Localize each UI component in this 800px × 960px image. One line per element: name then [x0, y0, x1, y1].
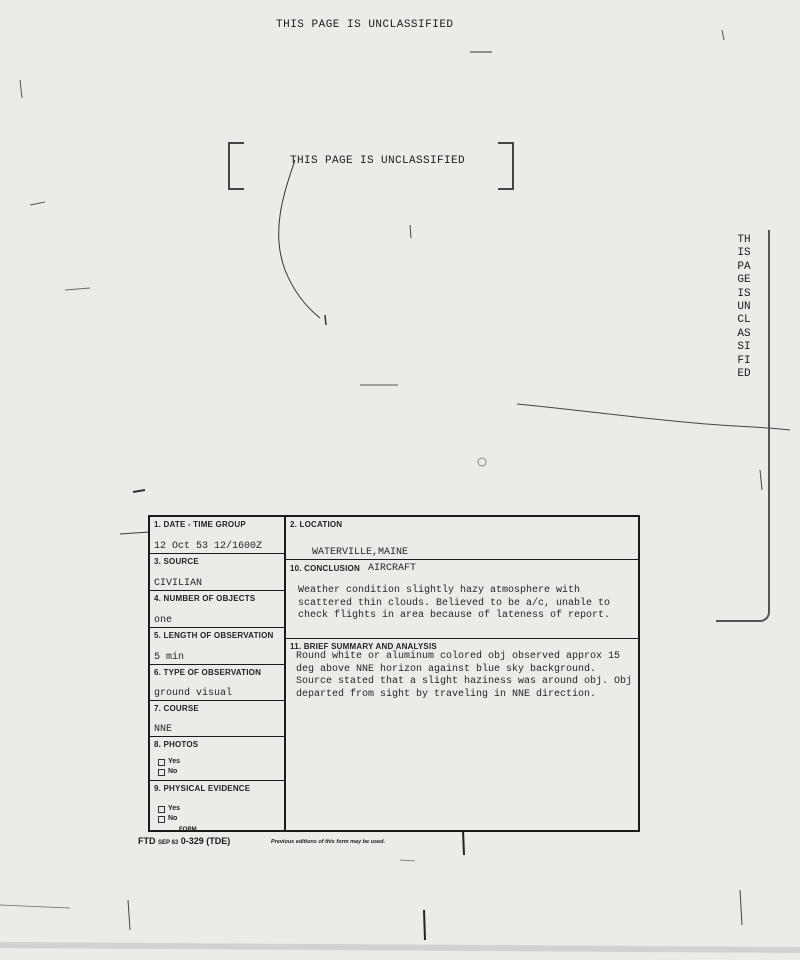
location-value: WATERVILLE,MAINE: [312, 547, 409, 558]
location-label: 2. LOCATION: [290, 520, 343, 529]
physical-evidence-no-option[interactable]: No: [158, 814, 180, 824]
photos-yes-option[interactable]: Yes: [158, 757, 180, 767]
classification-header: THIS PAGE IS UNCLASSIFIED: [276, 19, 454, 31]
classification-stamp-box: [228, 142, 514, 190]
conclusion-text: Weather condition slightly hazy atmosphere with scattered thin clouds. Believed to be a/c, unable to check flights in area because of lateness of report.: [298, 585, 611, 621]
type-of-observation-label: 6. TYPE OF OBSERVATION: [154, 668, 262, 677]
photos-no-option[interactable]: No: [158, 767, 180, 777]
photos-cell: [150, 737, 284, 781]
conclusion-value: AIRCRAFT: [368, 563, 417, 574]
source-label: 3. SOURCE: [154, 557, 199, 566]
number-of-objects-value: one: [154, 615, 173, 626]
location-cell: [286, 517, 638, 560]
source-cell: [150, 554, 284, 591]
form-left-column: [150, 517, 286, 830]
number-of-objects-cell: [150, 591, 284, 628]
physical-evidence-cell: [150, 781, 284, 830]
checkbox-icon: [158, 759, 165, 766]
checkbox-icon: [158, 816, 165, 823]
summary-label: 11. BRIEF SUMMARY AND ANALYSIS: [290, 642, 437, 651]
length-of-observation-cell: [150, 628, 284, 665]
footer-notice: Previous editions of this form may be used.: [271, 839, 385, 845]
conclusion-cell: [286, 560, 638, 639]
physical-evidence-label: 9. PHYSICAL EVIDENCE: [154, 784, 251, 793]
project-card-form: [148, 515, 640, 832]
footer-form-word: FORM: [179, 827, 197, 833]
course-label: 7. COURSE: [154, 704, 199, 713]
photos-label: 8. PHOTOS: [154, 740, 199, 749]
classification-stamp-text: THIS PAGE IS UNCLASSIFIED: [290, 155, 466, 167]
source-value: CIVILIAN: [154, 578, 203, 589]
date-time-cell: [150, 517, 284, 554]
course-value: NNE: [154, 724, 173, 735]
type-of-observation-value: ground visual: [154, 688, 233, 699]
course-cell: [150, 701, 284, 737]
number-of-objects-label: 4. NUMBER OF OBJECTS: [154, 594, 256, 603]
length-of-observation-value: 5 min: [154, 652, 185, 663]
type-of-observation-cell: [150, 665, 284, 701]
summary-text: Round white or aluminum colored obj observed approx 15 deg above NNE horizon against blue sky background. Source stated that a slight haziness was around obj. Obj departed from sight by traveling in NNE direction.: [296, 651, 633, 700]
footer-form-id: FTD SEP 63 0-329 (TDE): [138, 836, 231, 846]
checkbox-icon: [158, 769, 165, 776]
side-classification-stamp: THIS PAGE IS UNCLASSIFIED: [737, 234, 758, 381]
date-time-value: 12 Oct 53 12/1600Z: [154, 541, 263, 552]
conclusion-label: 10. CONCLUSION: [290, 564, 360, 573]
length-of-observation-label: 5. LENGTH OF OBSERVATION: [154, 631, 274, 640]
form-right-column: [286, 517, 638, 830]
physical-evidence-yes-option[interactable]: Yes: [158, 804, 180, 814]
date-time-label: 1. DATE - TIME GROUP: [154, 520, 246, 529]
checkbox-icon: [158, 806, 165, 813]
summary-cell: [286, 639, 638, 830]
